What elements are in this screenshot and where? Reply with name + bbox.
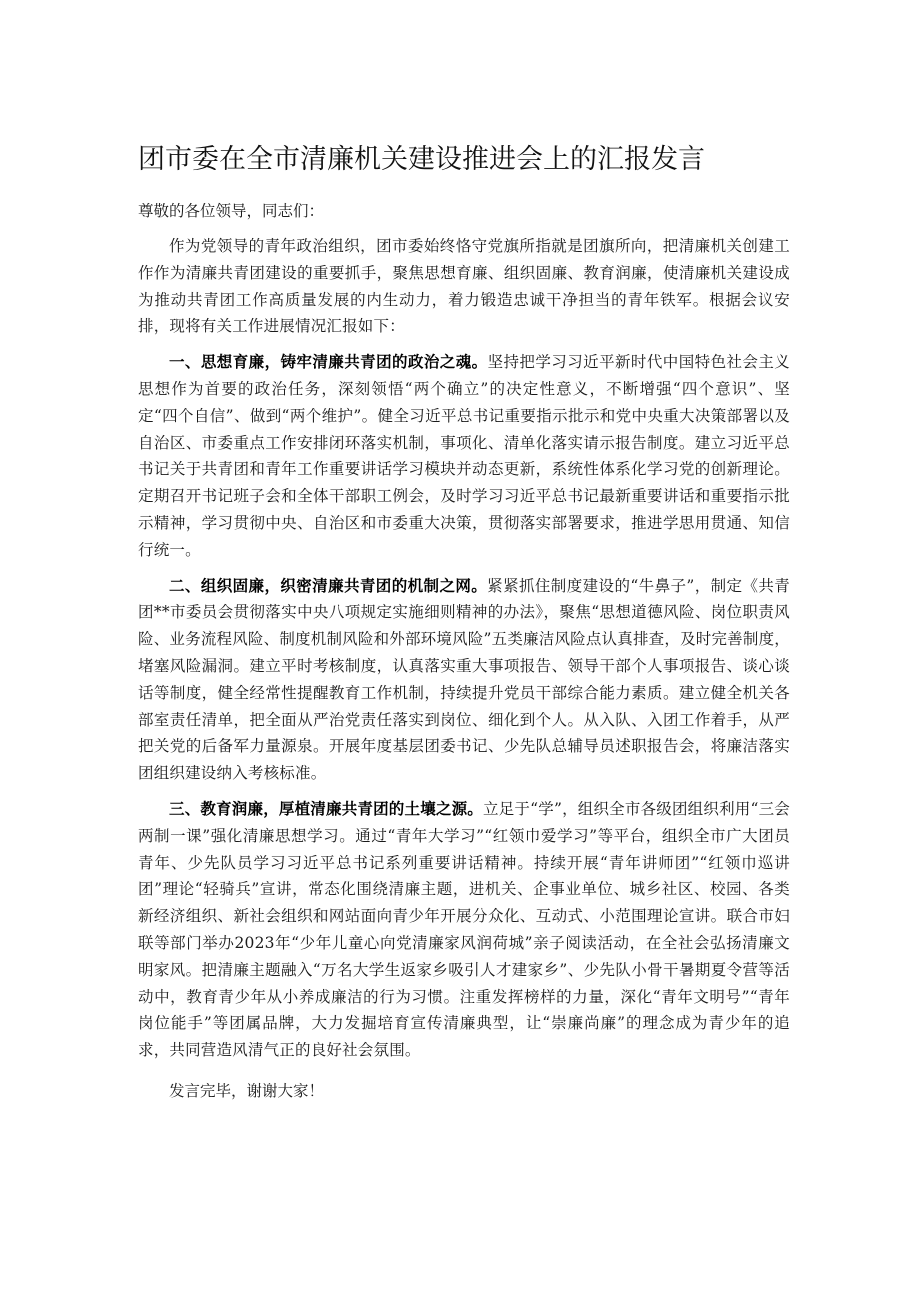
salutation: 尊敬的各位领导，同志们： <box>138 202 325 220</box>
document-title: 团市委在全市清廉机关建设推进会上的汇报发言 <box>138 144 705 175</box>
section-2-body: 紧紧抓住制度建设的“牛鼻子”，制定《共青团**市委员会贯彻落实中央八项规定实施细则精神的办法》，聚焦“思想道德风险、岗位职责风险、业务流程风险、制度机制风险和外部环境风险”五类廉洁风险点认真排查，及时完善制度，堵塞风险漏洞。建立平时考核制度，认真落实重大事项报告、领导干部个人事项报告、谈心谈话等制度，健全经常性提醒教育工作机制，持续提升党员干部综合能力素质。建立健全机关各部室责任清单，把全面从严治党责任落实到岗位、细化到个人。从入队、入团工作着手，从严把关党的后备军力量源泉。开展年度基层团委书记、少先队总辅导员述职报告会，将廉洁落实团组织建设纳入考核标准。 <box>138 576 790 783</box>
section-1-body: 坚持把学习习近平新时代中国特色社会主义思想作为首要的政治任务，深刻领悟“两个确立”的决定性意义，不断增强“四个意识”、坚定“四个自信”、做到“两个维护”。健全习近平总书记重要指示批示和党中央重大决策部署以及自治区、市委重点工作安排闭环落实机制，事项化、清单化落实请示报告制度。建立习近平总书记关于共青团和青年工作重要讲话学习模块并动态更新，系统性体系化学习党的创新理论。定期召开书记班子会和全体干部职工例会，及时学习习近平总书记最新重要讲话和重要指示批示精神，学习贯彻中央、自治区和市委重大决策，贯彻落实部署要求，推进学思用贯通、知信行统一。 <box>138 353 790 559</box>
document-page <box>138 140 790 1105</box>
intro-paragraph: 作为党领导的青年政治组织，团市委始终恪守党旗所指就是团旗所向，把清廉机关创建工作作为清廉共青团建设的重要抓手，聚焦思想育廉、组织固廉、教育润廉，使清廉机关建设成为推动共青团工作高质量发展的内生动力，着力锻造忠诚干净担当的青年铁军。根据会议安排，现将有关工作进展情况汇报如下： <box>138 237 790 336</box>
section-3-paragraph <box>138 796 790 1064</box>
section-1-paragraph <box>138 349 790 563</box>
section-2-paragraph <box>138 573 790 787</box>
section-2-heading: 二、组织固廉，织密清廉共青团的机制之网。 <box>169 575 488 595</box>
section-3-body: 立足于“学”，组织全市各级团组织利用“三会两制一课”强化清廉思想学习。通过“青年大学习”“红领巾爱学习”等平台，组织全市广大团员青年、少先队员学习习近平总书记系列重要讲话精神。持续开展“青年讲师团”“红领巾巡讲团”理论“轻骑兵”宣讲，常态化围绕清廉主题，进机关、企事业单位、城乡社区、校园、各类新经济组织、新社会组织和网站面向青少年开展分众化、互动式、小范围理论宣讲。联合市妇联等部门举办2023年“少年儿童心向党清廉家风润荷城”亲子阅读活动，在全社会弘扬清廉文明家风。把清廉主题融入“万名大学生返家乡吸引人才建家乡”、少先队小骨干暑期夏令营等活动中，教育青少年从小养成廉洁的行为习惯。注重发挥榜样的力量，深化“青年文明号”“青年岗位能手”等团属品牌，大力发掘培育宣传清廉典型，让“崇廉尚廉”的理念成为青少年的追求，共同营造风清气正的良好社会氛围。 <box>138 799 790 1060</box>
section-3-heading: 三、教育润廉，厚植清廉共青团的土壤之源。 <box>169 798 484 818</box>
closing-remark: 发言完毕，谢谢大家！ <box>169 1081 325 1100</box>
section-1-heading: 一、思想育廉，铸牢清廉共青团的政治之魂。 <box>169 352 488 372</box>
